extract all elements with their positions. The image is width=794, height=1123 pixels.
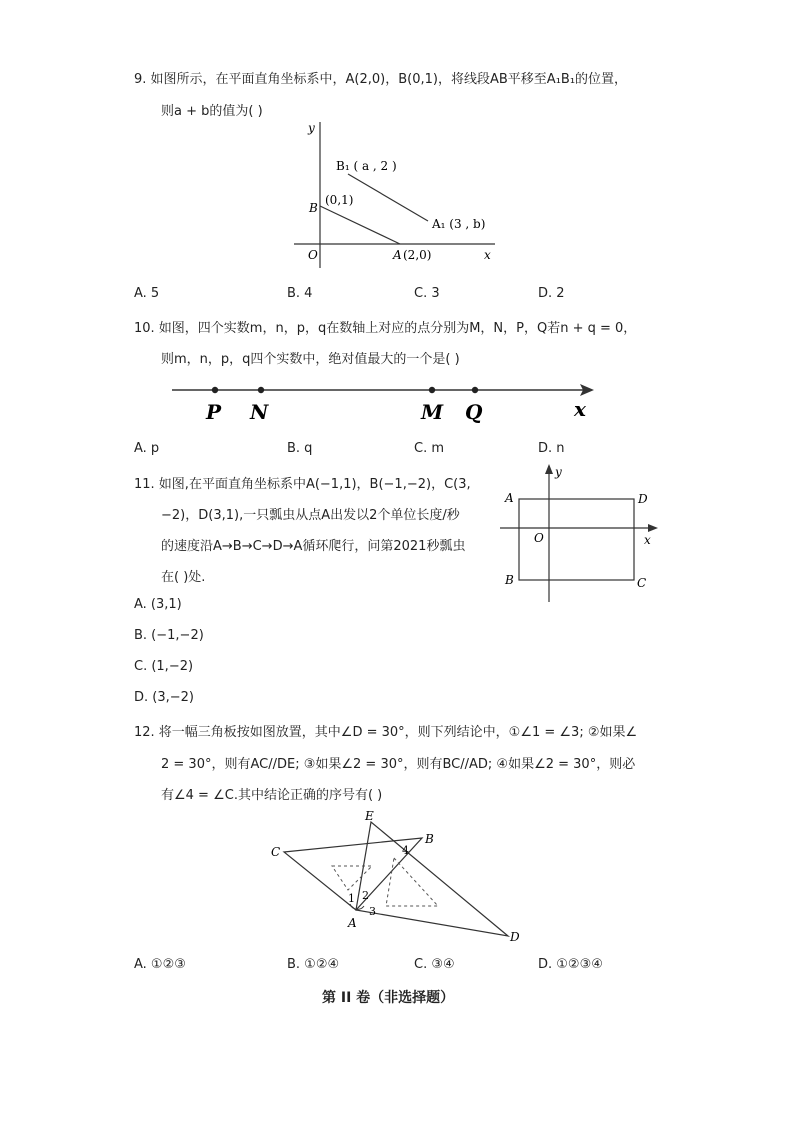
q11-option-c[interactable]: C. (1,−2) <box>134 659 194 674</box>
q9-label-y: y <box>308 121 315 135</box>
q9-label-A-coord: (2,0) <box>403 248 432 262</box>
q10-option-d[interactable]: D. n <box>538 441 565 456</box>
q9-line2: 则a + b的值为( ) <box>161 104 263 119</box>
q9-option-d[interactable]: D. 2 <box>538 286 565 301</box>
q9-label-O: O <box>308 248 318 262</box>
q11-line4: 在( )处. <box>161 570 206 585</box>
q9-label-A: A <box>393 248 402 262</box>
q12-label-E: E <box>365 809 374 823</box>
q10-line2: 则m，n，p，q四个实数中，绝对值最大的一个是( ) <box>161 352 460 367</box>
q10-label-Q: Q <box>465 400 483 424</box>
q11-label-x: x <box>644 533 651 547</box>
q11-label-O: O <box>534 531 544 545</box>
q11-x-arrow <box>648 524 658 532</box>
q11-option-b[interactable]: B. (−1,−2) <box>134 628 204 643</box>
q11-option-a[interactable]: A. (3,1) <box>134 597 182 612</box>
q9-label-x: x <box>484 248 491 262</box>
q12-angle-3: 3 <box>369 905 376 918</box>
q12-option-a[interactable]: A. ①②③ <box>134 957 186 972</box>
q11-line1: 11. 如图,在平面直角坐标系中A(−1,1)，B(−1,−2)，C(3, <box>134 477 471 492</box>
q12-option-b[interactable]: B. ①②④ <box>287 957 340 972</box>
q10-label-P: P <box>206 400 222 424</box>
q9-option-b[interactable]: B. 4 <box>287 286 313 301</box>
q12-line1: 12. 将一幅三角板按如图放置，其中∠D = 30°，则下列结论中，①∠1 = ∠3; ②如果∠ <box>134 725 638 740</box>
q9-label-B: B <box>309 201 318 215</box>
q10-label-x: x <box>574 397 586 421</box>
q12-line3: 有∠4 = ∠C.其中结论正确的序号有( ) <box>161 788 383 803</box>
q12-line2: 2 = 30°，则有AC//DE; ③如果∠2 = 30°，则有BC//AD; ④如果∠2 = 30°，则必 <box>161 757 636 772</box>
q12-option-c[interactable]: C. ③④ <box>414 957 455 972</box>
q9-label-B1: B₁ ( a , 2 ) <box>336 159 397 173</box>
q11-label-B: B <box>505 573 514 587</box>
q10-point-N <box>258 387 264 393</box>
q10-line1: 10. 如图，四个实数m，n，p，q在数轴上对应的点分别为M，N，P，Q若n + q = 0， <box>134 321 637 336</box>
q12-label-B: B <box>425 832 434 846</box>
q12-dashed-inner-2 <box>386 858 438 906</box>
q10-label-M: M <box>421 400 444 424</box>
q9-label-A1: A₁ (3 , b) <box>432 217 486 231</box>
q12-label-C: C <box>271 845 281 859</box>
q11-line2: −2)，D(3,1),一只瓢虫从点A出发以2个单位长度/秒 <box>161 508 460 523</box>
q10-option-b[interactable]: B. q <box>287 441 313 456</box>
q11-label-D: D <box>638 492 648 506</box>
q12-angle-2: 2 <box>362 889 369 902</box>
q10-number-line <box>168 378 598 426</box>
q11-label-C: C <box>637 576 647 590</box>
q11-option-d[interactable]: D. (3,−2) <box>134 690 194 705</box>
q10-option-a[interactable]: A. p <box>134 441 160 456</box>
q11-label-A: A <box>505 491 514 505</box>
q12-angle-1: 1 <box>348 892 355 905</box>
q9-option-c[interactable]: C. 3 <box>414 286 440 301</box>
q9-figure <box>290 118 510 268</box>
q9-option-a[interactable]: A. 5 <box>134 286 160 301</box>
q10-point-P <box>212 387 218 393</box>
q9-segment-AB <box>320 206 400 244</box>
q9-label-B-coord: (0,1) <box>325 193 354 207</box>
q12-label-D: D <box>510 930 520 944</box>
q9-segment-A1B1 <box>348 174 428 221</box>
section-title: 第 II 卷（非选择题） <box>322 990 455 1006</box>
q12-figure <box>268 808 530 944</box>
q10-option-c[interactable]: C. m <box>414 441 445 456</box>
q10-point-Q <box>472 387 478 393</box>
q11-line3: 的速度沿A→B→C→D→A循环爬行，问第2021秒瓢虫 <box>161 539 466 554</box>
q12-label-A: A <box>348 916 357 930</box>
q12-angle-4: 4 <box>402 844 409 857</box>
q12-option-d[interactable]: D. ①②③④ <box>538 957 603 972</box>
q11-label-y: y <box>555 465 562 479</box>
q11-figure <box>498 462 663 604</box>
q9-line1: 9. 如图所示，在平面直角坐标系中，A(2,0)，B(0,1)，将线段AB平移至A₁B₁的位置， <box>134 72 628 87</box>
q12-dashed-inner-1 <box>332 866 372 890</box>
q11-y-arrow <box>545 464 553 474</box>
q10-point-M <box>429 387 435 393</box>
q10-label-N: N <box>250 400 269 424</box>
